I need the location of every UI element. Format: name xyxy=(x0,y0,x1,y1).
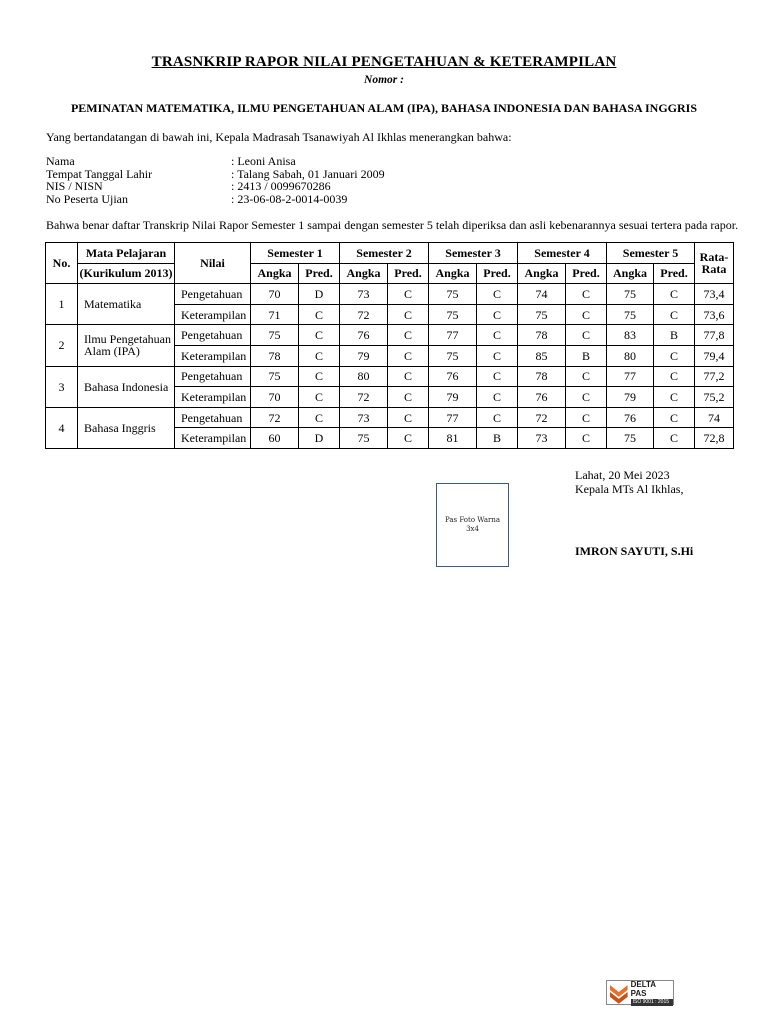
nilai-type: Pengetahuan xyxy=(175,366,251,387)
score-angka: 75 xyxy=(251,325,299,346)
header-angka: Angka xyxy=(607,263,654,284)
score-angka: 85 xyxy=(518,345,566,366)
score-average: 73,4 xyxy=(695,284,734,305)
score-average: 77,8 xyxy=(695,325,734,346)
statement-text: Bahwa benar daftar Transkrip Nilai Rapor Semester 1 sampai dengan semester 5 telah diperiksa dan asli kebenarannya sesuai tertera pada rapor. xyxy=(46,218,739,232)
header-angka: Angka xyxy=(251,263,299,284)
score-pred: C xyxy=(477,345,518,366)
table-row xyxy=(46,325,734,346)
document-title: TRASNKRIP RAPOR NILAI PENGETAHUAN & KETERAMPILAN xyxy=(151,54,617,70)
header-pred: Pred. xyxy=(477,263,518,284)
nilai-type: Pengetahuan xyxy=(175,407,251,428)
score-angka: 73 xyxy=(340,407,388,428)
subject-number: 4 xyxy=(46,407,78,448)
score-angka: 79 xyxy=(607,387,654,408)
header-semester: Semester 4 xyxy=(518,243,607,264)
identity-row xyxy=(46,193,385,206)
score-angka: 77 xyxy=(429,407,477,428)
photo-size: 3x4 xyxy=(466,525,479,533)
score-pred: D xyxy=(299,284,340,305)
subject-name: Bahasa Inggris xyxy=(78,407,175,448)
logo-iso: ISO 9001 : 2015 xyxy=(631,999,673,1006)
score-pred: C xyxy=(654,366,695,387)
score-angka: 77 xyxy=(607,366,654,387)
table-row xyxy=(46,366,734,387)
score-angka: 78 xyxy=(251,345,299,366)
signature-block xyxy=(575,469,683,496)
signer-position: Kepala MTs Al Ikhlas, xyxy=(575,481,684,496)
score-pred: C xyxy=(388,304,429,325)
score-pred: C xyxy=(388,345,429,366)
score-average: 74 xyxy=(695,407,734,428)
score-angka: 74 xyxy=(518,284,566,305)
score-angka: 76 xyxy=(518,387,566,408)
score-angka: 76 xyxy=(429,366,477,387)
score-pred: C xyxy=(654,407,695,428)
score-angka: 75 xyxy=(429,284,477,305)
peminatan-heading: PEMINATAN MATEMATIKA, ILMU PENGETAHUAN ALAM (IPA), BAHASA INDONESIA DAN BAHASA INGGRIS xyxy=(70,101,698,115)
score-angka: 78 xyxy=(518,366,566,387)
score-pred: C xyxy=(566,387,607,408)
score-pred: C xyxy=(388,366,429,387)
nilai-type: Keterampilan xyxy=(175,428,251,449)
score-pred: C xyxy=(388,325,429,346)
score-angka: 80 xyxy=(607,345,654,366)
score-angka: 75 xyxy=(607,304,654,325)
score-angka: 72 xyxy=(340,387,388,408)
header-angka: Angka xyxy=(429,263,477,284)
score-pred: C xyxy=(477,284,518,305)
score-angka: 78 xyxy=(518,325,566,346)
header-semester: Semester 5 xyxy=(607,243,695,264)
header-angka: Angka xyxy=(518,263,566,284)
score-angka: 72 xyxy=(518,407,566,428)
score-pred: C xyxy=(299,345,340,366)
score-angka: 81 xyxy=(429,428,477,449)
delta-pas-logo xyxy=(606,980,674,1005)
nilai-type: Pengetahuan xyxy=(175,284,251,305)
score-pred: C xyxy=(566,366,607,387)
score-angka: 73 xyxy=(518,428,566,449)
nilai-type: Keterampilan xyxy=(175,304,251,325)
score-pred: C xyxy=(388,284,429,305)
score-pred: C xyxy=(566,428,607,449)
score-pred: C xyxy=(388,428,429,449)
score-pred: C xyxy=(477,407,518,428)
score-average: 79,4 xyxy=(695,345,734,366)
subject-number: 3 xyxy=(46,366,78,407)
header-mata-pelajaran: Mata Pelajaran xyxy=(78,243,175,264)
score-angka: 75 xyxy=(429,345,477,366)
score-pred: C xyxy=(299,387,340,408)
score-average: 73,6 xyxy=(695,304,734,325)
logo-brand: DELTA PAS xyxy=(630,979,656,998)
score-angka: 83 xyxy=(607,325,654,346)
header-angka: Angka xyxy=(340,263,388,284)
header-pred: Pred. xyxy=(566,263,607,284)
score-pred: C xyxy=(654,387,695,408)
header-nilai: Nilai xyxy=(175,243,251,284)
subject-name: Matematika xyxy=(78,284,175,325)
grades-table xyxy=(45,242,734,449)
score-angka: 77 xyxy=(429,325,477,346)
score-angka: 76 xyxy=(340,325,388,346)
identity-block xyxy=(46,155,385,205)
score-pred: C xyxy=(654,428,695,449)
score-average: 75,2 xyxy=(695,387,734,408)
score-pred: B xyxy=(566,345,607,366)
score-pred: C xyxy=(566,325,607,346)
table-row xyxy=(46,407,734,428)
score-pred: C xyxy=(566,284,607,305)
score-angka: 75 xyxy=(429,304,477,325)
subject-name: Ilmu Pengetahuan Alam (IPA) xyxy=(78,325,175,366)
score-pred: C xyxy=(654,284,695,305)
score-pred: C xyxy=(299,325,340,346)
score-angka: 73 xyxy=(340,284,388,305)
identity-row xyxy=(46,180,385,193)
score-pred: C xyxy=(299,304,340,325)
identity-value: : 23-06-08-2-0014-0039 xyxy=(231,191,348,206)
signer-name: IMRON SAYUTI, S.Hi xyxy=(575,544,694,558)
score-pred: C xyxy=(654,345,695,366)
header-rata-rata: Rata-Rata xyxy=(695,243,734,284)
score-pred: C xyxy=(477,366,518,387)
score-pred: C xyxy=(299,407,340,428)
identity-value: : Talang Sabah, 01 Januari 2009 xyxy=(231,166,385,181)
subject-number: 1 xyxy=(46,284,78,325)
score-angka: 70 xyxy=(251,387,299,408)
score-pred: C xyxy=(299,366,340,387)
header-no: No. xyxy=(46,243,78,284)
score-pred: C xyxy=(477,304,518,325)
score-pred: B xyxy=(477,428,518,449)
nilai-type: Keterampilan xyxy=(175,345,251,366)
score-pred: C xyxy=(566,407,607,428)
score-angka: 71 xyxy=(251,304,299,325)
header-pred: Pred. xyxy=(654,263,695,284)
score-angka: 75 xyxy=(251,366,299,387)
identity-label: No Peserta Ujian xyxy=(46,191,128,206)
score-angka: 80 xyxy=(340,366,388,387)
header-kurikulum: (Kurikulum 2013) xyxy=(78,263,175,284)
subject-number: 2 xyxy=(46,325,78,366)
nilai-type: Keterampilan xyxy=(175,387,251,408)
score-average: 77,2 xyxy=(695,366,734,387)
score-pred: D xyxy=(299,428,340,449)
score-pred: B xyxy=(654,325,695,346)
table-row xyxy=(46,284,734,305)
identity-row xyxy=(46,155,385,168)
photo-label: Pas Foto Warna xyxy=(444,516,501,524)
place-date: Lahat, 20 Mei 2023 xyxy=(575,468,670,482)
identity-label: Tempat Tanggal Lahir xyxy=(46,166,153,181)
score-average: 72,8 xyxy=(695,428,734,449)
chevron-logo-icon xyxy=(609,982,629,1004)
score-angka: 79 xyxy=(429,387,477,408)
score-angka: 72 xyxy=(251,407,299,428)
identity-label: Nama xyxy=(46,154,75,168)
intro-text: Yang bertandatangan di bawah ini, Kepala Madrasah Tsanawiyah Al Ikhlas menerangkan bahwa: xyxy=(46,130,512,144)
score-angka: 60 xyxy=(251,428,299,449)
score-pred: C xyxy=(477,387,518,408)
header-pred: Pred. xyxy=(388,263,429,284)
score-angka: 70 xyxy=(251,284,299,305)
score-angka: 72 xyxy=(340,304,388,325)
score-pred: C xyxy=(388,387,429,408)
table-header-row xyxy=(46,263,734,284)
score-pred: C xyxy=(566,304,607,325)
score-pred: C xyxy=(388,407,429,428)
score-angka: 75 xyxy=(607,284,654,305)
identity-value: : Leoni Anisa xyxy=(231,154,296,168)
header-semester: Semester 3 xyxy=(429,243,518,264)
score-angka: 75 xyxy=(340,428,388,449)
score-angka: 75 xyxy=(518,304,566,325)
identity-label: NIS / NISN xyxy=(46,179,103,193)
header-semester: Semester 2 xyxy=(340,243,429,264)
score-angka: 75 xyxy=(607,428,654,449)
nilai-type: Pengetahuan xyxy=(175,325,251,346)
table-header-row xyxy=(46,243,734,264)
score-angka: 76 xyxy=(607,407,654,428)
score-angka: 79 xyxy=(340,345,388,366)
header-semester: Semester 1 xyxy=(251,243,340,264)
identity-value: : 2413 / 0099670286 xyxy=(231,179,331,193)
photo-placeholder xyxy=(436,483,509,567)
score-pred: C xyxy=(654,304,695,325)
subject-name: Bahasa Indonesia xyxy=(78,366,175,407)
score-pred: C xyxy=(477,325,518,346)
header-pred: Pred. xyxy=(299,263,340,284)
document-number: Nomor : xyxy=(364,74,404,86)
